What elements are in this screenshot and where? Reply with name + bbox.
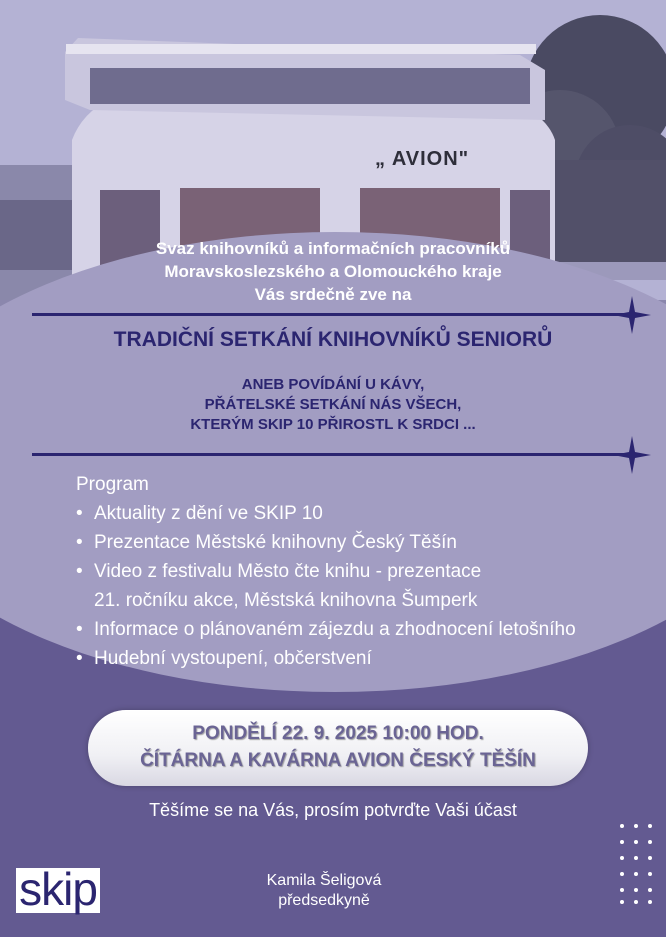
program-item: • Hudební vystoupení, občerstvení xyxy=(76,646,576,672)
program-item: • Aktuality z dění ve SKIP 10 xyxy=(76,501,576,527)
header-line-2: Moravskoslezského a Olomouckého kraje xyxy=(164,262,502,281)
program-item: • Video z festivalu Město čte knihu - prezentace xyxy=(76,559,576,585)
subtitle-line-1: ANEB POVÍDÁNÍ U KÁVY, xyxy=(241,376,425,393)
header-line-3: Vás srdečně zve na xyxy=(254,285,412,304)
event-datetime: PONDĚLÍ 22. 9. 2025 10:00 HOD. xyxy=(192,723,484,744)
event-title: TRADIČNÍ SETKÁNÍ KNIHOVNÍKŮ SENIORŮ xyxy=(113,328,553,351)
signature xyxy=(224,871,424,911)
header-line-1: Svaz knihovníků a informačních pracovníků xyxy=(155,239,511,258)
program-section xyxy=(76,472,576,672)
event-details-pill xyxy=(88,710,588,786)
rsvp-text: Těšíme se na Vás, prosím potvrďte Vaši účast xyxy=(149,800,517,820)
program-item: • Informace o plánovaném zájezdu a zhodnocení letošního xyxy=(76,617,576,643)
dot-grid-decoration xyxy=(618,822,654,906)
building-sign: „ AVION" xyxy=(375,148,470,170)
top-divider xyxy=(32,313,632,316)
bottom-divider xyxy=(32,453,632,456)
signature-name: Kamila Šeligová xyxy=(266,872,382,889)
event-venue: ČÍTÁRNA A KAVÁRNA AVION ČESKÝ TĚŠÍN xyxy=(140,750,536,771)
subtitle-line-3: KTERÝM SKIP 10 PŘIROSTL K SRDCI ... xyxy=(190,416,476,433)
program-list xyxy=(76,501,576,672)
skip-logo xyxy=(16,863,100,915)
program-item: • Prezentace Městské knihovny Český Těšín xyxy=(76,530,576,556)
program-label: Program xyxy=(76,474,149,495)
sparkle-star-icon xyxy=(613,436,651,474)
event-subtitle xyxy=(0,375,666,435)
subtitle-line-2: PŘÁTELSKÉ SETKÁNÍ NÁS VŠECH, xyxy=(204,396,462,413)
program-item-continuation: 21. ročníku akce, Městská knihovna Šumperk xyxy=(94,590,478,611)
invitation-header xyxy=(0,237,666,306)
signature-role: předsedkyně xyxy=(278,892,370,909)
logo-text: skip xyxy=(19,863,97,915)
